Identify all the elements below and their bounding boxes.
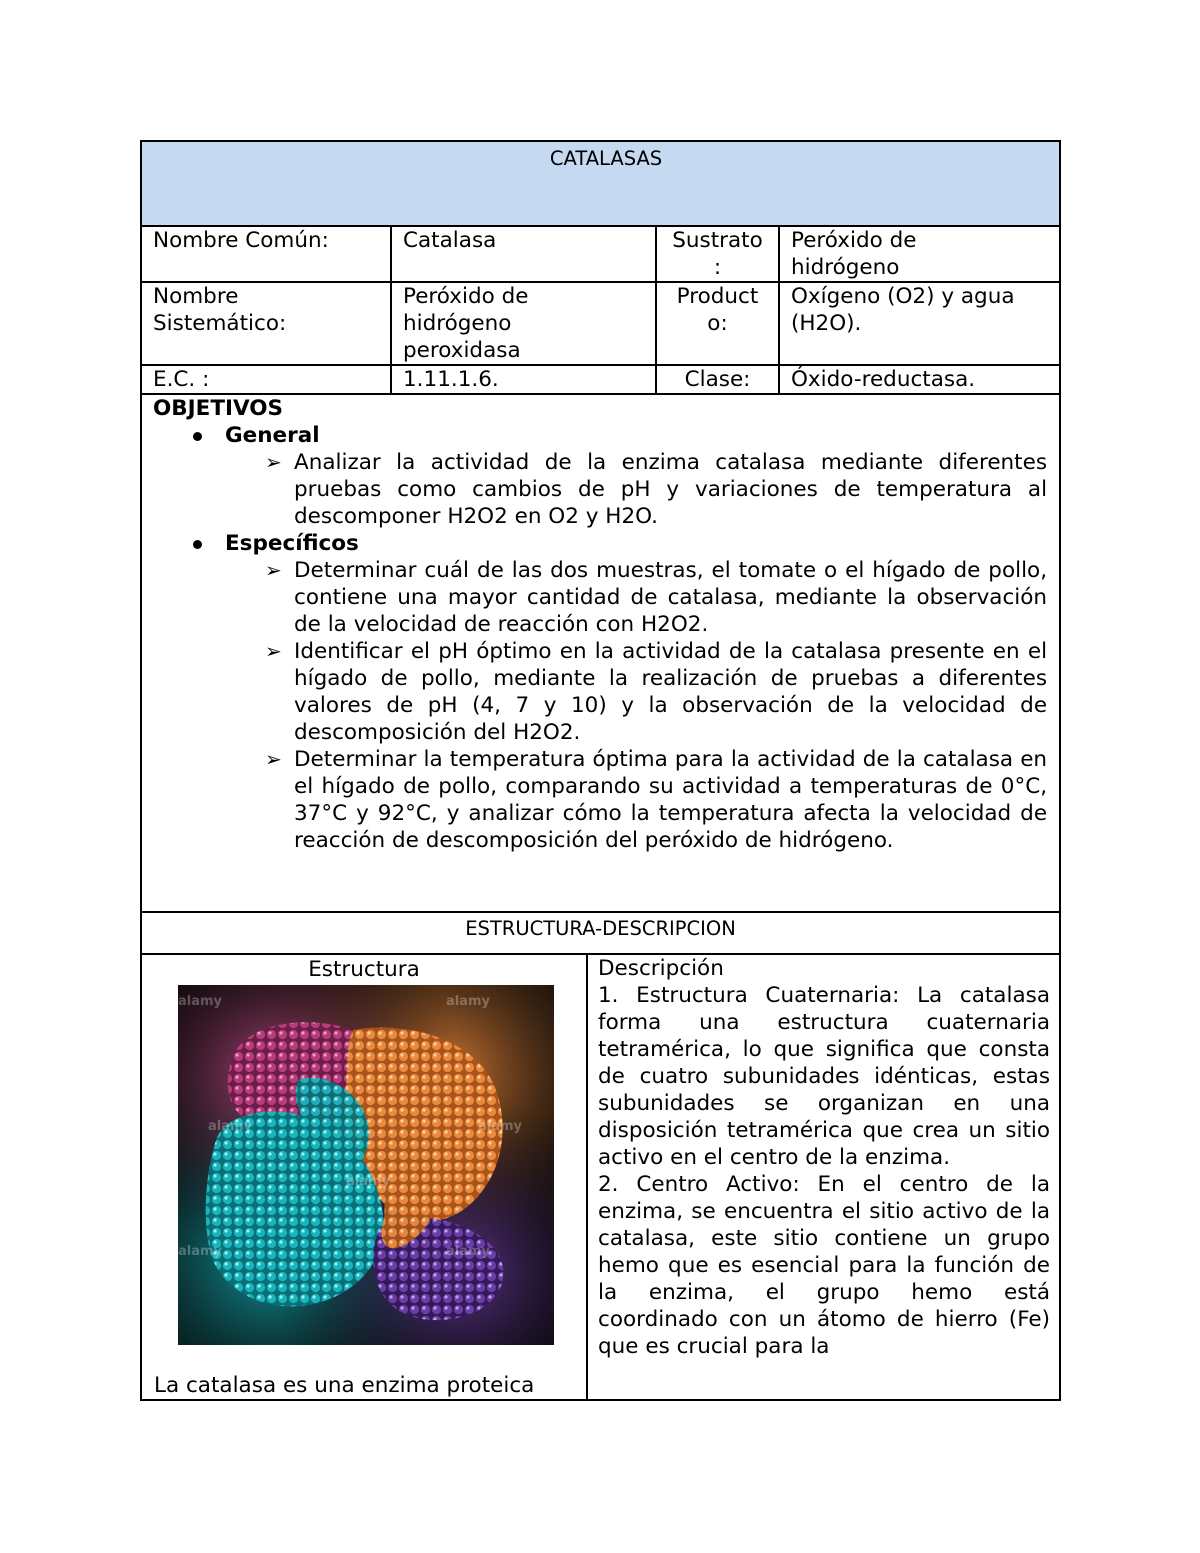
general-objective-item: ➢ Analizar la actividad de la enzima catalasa mediante diferentes pruebas como cambios de pH y variaciones de temperatura al descomponer H2O2 en O2 y H2O.: [265, 450, 1048, 529]
systematic-name-value: Peróxido de hidrógeno peroxidasa: [391, 282, 656, 365]
specific-objective-item: ➢ Determinar la temperatura óptima para la actividad de la catalasa en el hígado de pollo, comparando su actividad a temperaturas de 0°C, 37°C y 92°C, y analizar cómo la temperatura afecta la velocidad de reacción de descomposición del peróxido de hidrógeno.: [265, 747, 1048, 853]
objectives-title: OBJETIVOS: [153, 396, 284, 421]
structure-cell: [141, 954, 587, 1400]
watermark-text: alamy: [178, 994, 223, 1009]
catalase-molecule-image: [178, 985, 554, 1345]
catalase-table: [140, 140, 1061, 913]
description-paragraph: 2. Centro Activo: En el centro de la enzima, se encuentra el sitio activo de la catalasa, este sitio contiene un grupo hemo que es esencial para la función de la enzima, el grupo hemo está coordinado con un átomo de hierro (Fe) que es crucial para la: [598, 1172, 1051, 1359]
structure-caption: La catalasa es una enzima proteica: [154, 1373, 535, 1398]
objectives-section: [141, 394, 1060, 912]
watermark-text: alamy: [446, 994, 491, 1009]
structure-label: Estructura: [308, 957, 420, 982]
substrate-label: Sustrato :: [656, 226, 779, 282]
arrow-bullet-icon: ➢: [265, 450, 282, 474]
description-label: Descripción: [598, 956, 724, 981]
table-title: CATALASAS: [141, 141, 1060, 226]
specific-objective-item: ➢ Identificar el pH óptimo en la actividad de la catalasa presente en el hígado de pollo, mediante la realización de pruebas a diferentes valores de pH (4, 7 y 10) y la observación de la velocidad de descomposición del H2O2.: [265, 639, 1048, 745]
common-name-label: Nombre Común:: [141, 226, 391, 282]
substrate-value: Peróxido de hidrógeno: [779, 226, 1060, 282]
watermark-text: alamy: [178, 1244, 223, 1259]
watermark-text: alamy: [446, 1244, 491, 1259]
product-label: Product o:: [656, 282, 779, 365]
arrow-bullet-icon: ➢: [265, 639, 282, 663]
specific-heading: Específicos: [153, 530, 1047, 557]
description-paragraph: 1. Estructura Cuaternaria: La catalasa forma una estructura cuaternaria tetramérica, lo que significa que consta de cuatro subunidades idénticas, estas subunidades se organizan en una disposición tetramérica que crea un sitio activo en el centro de la enzima.: [598, 983, 1051, 1170]
structure-table: [140, 911, 1061, 1401]
general-heading: General: [153, 422, 1047, 449]
product-value: Oxígeno (O2) y agua (H2O).: [779, 282, 1060, 365]
specific-objective-item: ➢ Determinar cuál de las dos muestras, el tomate o el hígado de pollo, contiene una mayor cantidad de catalasa, mediante la observación de la velocidad de reacción con H2O2.: [265, 558, 1048, 637]
structure-heading: ESTRUCTURA-DESCRIPCION: [141, 912, 1060, 954]
common-name-value: Catalasa: [391, 226, 656, 282]
systematic-name-label: Nombre Sistemático:: [141, 282, 391, 365]
watermark-text: alamy: [346, 1174, 391, 1189]
ec-value: 1.11.1.6.: [391, 365, 656, 394]
bullet-icon: [193, 540, 202, 549]
bullet-icon: [193, 432, 202, 441]
arrow-bullet-icon: ➢: [265, 747, 282, 771]
class-value: Óxido-reductasa.: [779, 365, 1060, 394]
description-cell: [587, 954, 1060, 1400]
document-page: [140, 140, 1059, 1401]
watermark-text: alamy: [208, 1119, 253, 1134]
watermark-text: alamy: [478, 1119, 523, 1134]
arrow-bullet-icon: ➢: [265, 558, 282, 582]
ec-label: E.C. :: [141, 365, 391, 394]
class-label: Clase:: [656, 365, 779, 394]
